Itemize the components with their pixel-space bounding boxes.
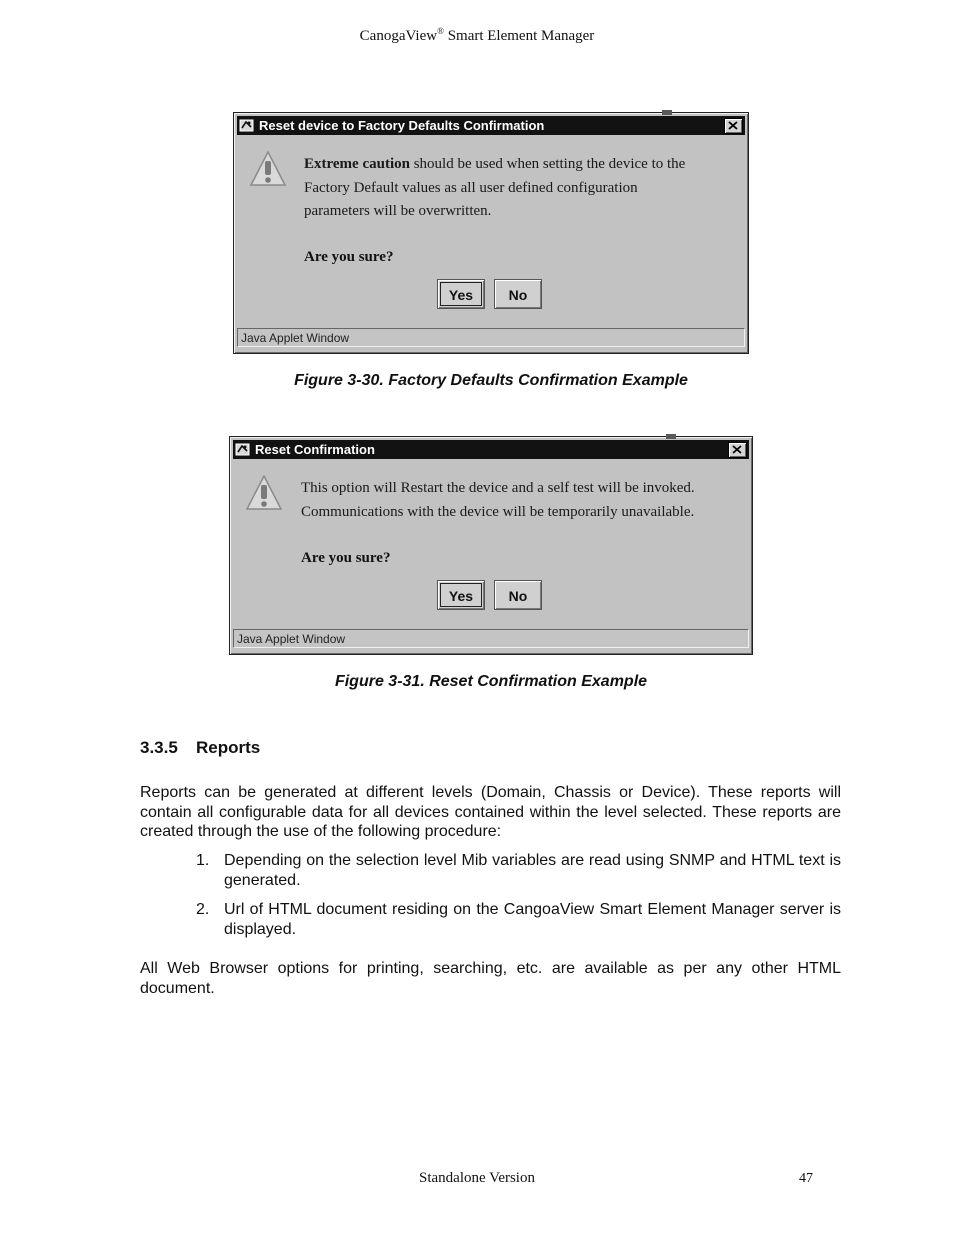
figure-caption: Figure 3-30. Factory Defaults Confirmation Example — [294, 372, 688, 389]
dialog-message — [304, 153, 744, 224]
warning-icon — [244, 473, 284, 513]
figure-caption: Figure 3-31. Reset Confirmation Example — [334, 673, 648, 690]
list-item — [196, 900, 841, 939]
message-emphasis: Extreme caution — [304, 156, 410, 172]
footer-text: Standalone Version — [419, 1170, 535, 1186]
applet-window-icon — [239, 118, 254, 133]
list-number: 1. — [196, 852, 210, 869]
yes-button[interactable]: Yes — [437, 580, 485, 610]
dialog-title-bar[interactable] — [237, 116, 745, 135]
list-number: 2. — [196, 901, 210, 918]
message-line-1: This option will Restart the device and a self test will be invoked. — [301, 480, 695, 496]
header-title-rest: Smart Element Manager — [443, 28, 595, 44]
status-bar: Java Applet Window — [233, 629, 749, 648]
section-heading — [140, 738, 260, 758]
page-number: 47 — [799, 1171, 813, 1186]
warning-icon — [248, 149, 288, 189]
close-icon — [728, 121, 738, 130]
message-line-3: parameters will be overwritten. — [304, 203, 492, 219]
message-line-1: should be used when setting the device to the — [409, 156, 686, 172]
message-line-2: Communications with the device will be temporarily unavailable. — [301, 503, 695, 520]
yes-button[interactable]: Yes — [437, 279, 485, 309]
status-bar: Java Applet Window — [237, 328, 745, 347]
page-header — [0, 26, 954, 45]
applet-window-icon — [235, 442, 250, 457]
dialog-title-bar[interactable] — [233, 440, 749, 459]
intro-paragraph: Reports can be generated at different levels (Domain, Chassis or Device). These reports will contain all configurable data for all devices contained within the level selected. These reports are created through the use of the following procedure: — [140, 784, 841, 840]
message-line-2: Factory Default values as all user defined configuration — [304, 179, 638, 196]
dialog-title: Reset device to Factory Defaults Confirmation — [259, 118, 545, 133]
section-title: Reports — [196, 738, 261, 757]
closing-paragraph: All Web Browser options for printing, searching, etc. are available as per any other HTML document. — [140, 960, 841, 997]
title-bar-nub — [666, 434, 676, 439]
no-button[interactable]: No — [494, 279, 542, 309]
reset-confirmation-dialog — [229, 436, 753, 655]
list-item — [196, 851, 841, 890]
close-button[interactable] — [724, 118, 743, 134]
factory-defaults-dialog — [233, 112, 749, 354]
list-text: Url of HTML document residing on the CangoaView Smart Element Manager server is displayed. — [224, 901, 841, 938]
close-button[interactable] — [728, 442, 747, 458]
dialog-title: Reset Confirmation — [255, 442, 375, 457]
section-number: 3.3.5 — [140, 738, 178, 757]
dialog-message — [301, 477, 749, 524]
confirm-question: Are you sure? — [304, 249, 394, 265]
registered-mark: ® — [437, 26, 444, 36]
confirm-question: Are you sure? — [301, 550, 391, 566]
no-button[interactable]: No — [494, 580, 542, 610]
header-title: CanogaView — [359, 28, 438, 44]
list-text: Depending on the selection level Mib variables are read using SNMP and HTML text is generated. — [224, 852, 841, 889]
title-bar-nub — [662, 110, 672, 115]
close-icon — [732, 445, 742, 454]
